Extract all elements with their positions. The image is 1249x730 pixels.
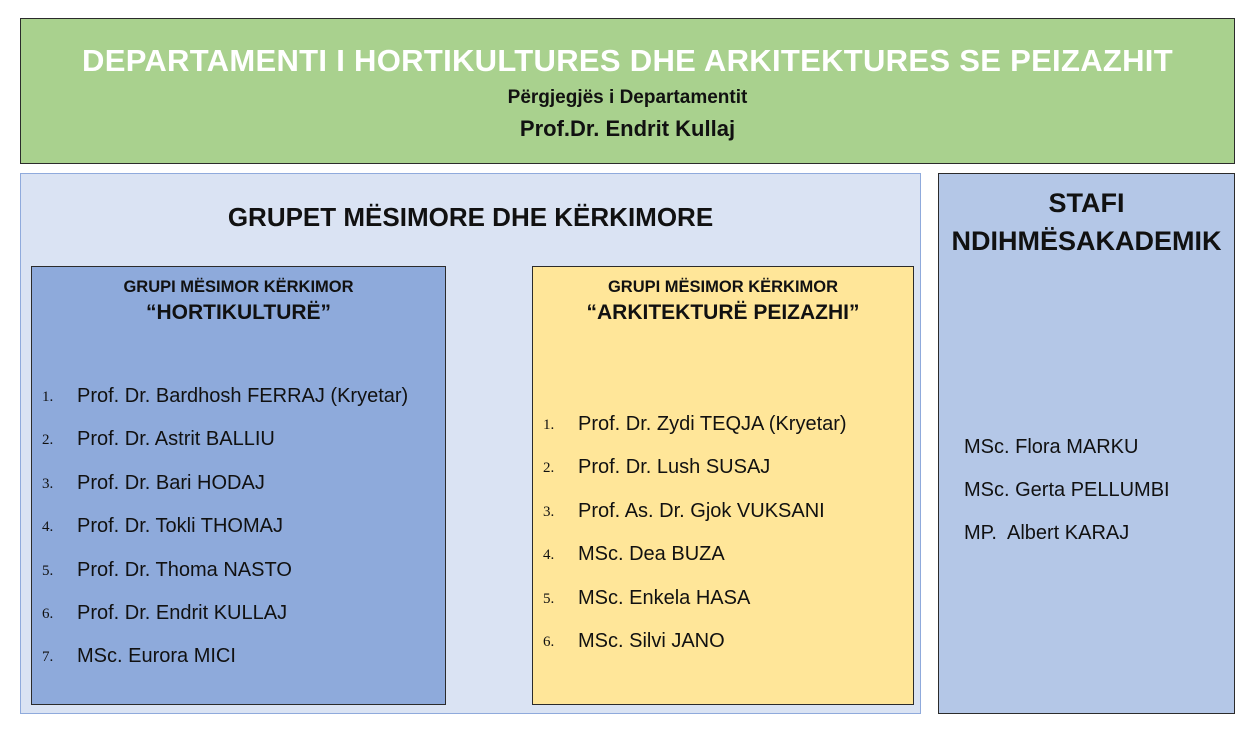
list-item: [533, 411, 913, 454]
item-number: 5.: [42, 562, 54, 579]
staff-member: MSc. Gerta PELLUMBI: [964, 479, 1170, 501]
teaching-research-groups-panel: [20, 173, 921, 714]
item-number: 2.: [543, 460, 555, 477]
item-number: 3.: [42, 475, 54, 492]
item-number: 3.: [543, 503, 555, 520]
list-item: [32, 600, 445, 643]
group-label: GRUPI MËSIMOR KËRKIMOR: [123, 278, 354, 296]
item-number: 1.: [42, 389, 54, 405]
member-name: MSc. Eurora MICI: [77, 645, 236, 668]
item-number: 2.: [42, 432, 54, 449]
horticulture-member-list: [32, 383, 445, 687]
item-number: 4.: [543, 547, 555, 564]
item-number: 1.: [543, 417, 555, 433]
item-number: 4.: [42, 519, 54, 536]
department-head-name: Prof.Dr. Endrit Kullaj: [519, 116, 736, 141]
staff-title-line2: NDIHMËSAKADEMIK: [951, 226, 1222, 256]
staff-member: MSc. Flora MARKU: [964, 436, 1139, 458]
group-name: “ARKITEKTURË PEIZAZHI”: [586, 301, 860, 324]
group-label: GRUPI MËSIMOR KËRKIMOR: [607, 278, 839, 296]
member-name: Prof. Dr. Astrit BALLIU: [77, 428, 275, 451]
group-name: “HORTIKULTURË”: [145, 301, 332, 324]
department-title: DEPARTAMENTI I HORTIKULTURES DHE ARKITEKTURES SE PEIZAZHIT: [82, 43, 1173, 78]
item-number: 6.: [42, 605, 54, 622]
list-item: [533, 454, 913, 497]
list-item: [32, 643, 445, 686]
member-name: Prof. Dr. Zydi TEQJA (Kryetar): [578, 413, 847, 435]
horticulture-group-box: [31, 266, 446, 705]
item-number: 7.: [42, 649, 54, 666]
list-item: [32, 513, 445, 556]
staff-title-line1: STAFI: [1048, 188, 1125, 218]
item-number: 5.: [543, 590, 555, 607]
member-name: Prof. Dr. Tokli THOMAJ: [77, 515, 283, 538]
member-name: Prof. Dr. Bardhosh FERRAJ (Kryetar): [77, 385, 409, 407]
staff-member-list: [964, 434, 1170, 563]
member-name: Prof. As. Dr. Gjok VUKSANI: [578, 499, 825, 522]
list-item: [32, 426, 445, 469]
landscape-architecture-group-box: [532, 266, 914, 705]
list-item: [32, 383, 445, 426]
member-name: Prof. Dr. Bari HODAJ: [77, 471, 265, 494]
item-number: 6.: [543, 633, 555, 650]
member-name: Prof. Dr. Thoma NASTO: [77, 558, 292, 581]
list-item: [533, 628, 913, 671]
staff-member: MP. Albert KARAJ: [964, 522, 1130, 544]
list-item: [533, 541, 913, 584]
department-header: [20, 18, 1235, 164]
department-head-role: Përgjegjës i Departamentit: [507, 87, 748, 108]
member-name: Prof. Dr. Lush SUSAJ: [578, 456, 771, 479]
list-item: [533, 585, 913, 628]
member-name: MSc. Dea BUZA: [578, 543, 725, 566]
member-name: MSc. Enkela HASA: [578, 586, 751, 609]
groups-panel-title: GRUPET MËSIMORE DHE KËRKIMORE: [227, 202, 714, 232]
list-item: [32, 557, 445, 600]
landscape-member-list: [533, 411, 913, 671]
member-name: MSc. Silvi JANO: [578, 629, 725, 652]
list-item: [533, 498, 913, 541]
support-staff-panel: [938, 173, 1235, 714]
member-name: Prof. Dr. Endrit KULLAJ: [77, 601, 288, 624]
list-item: [32, 470, 445, 513]
